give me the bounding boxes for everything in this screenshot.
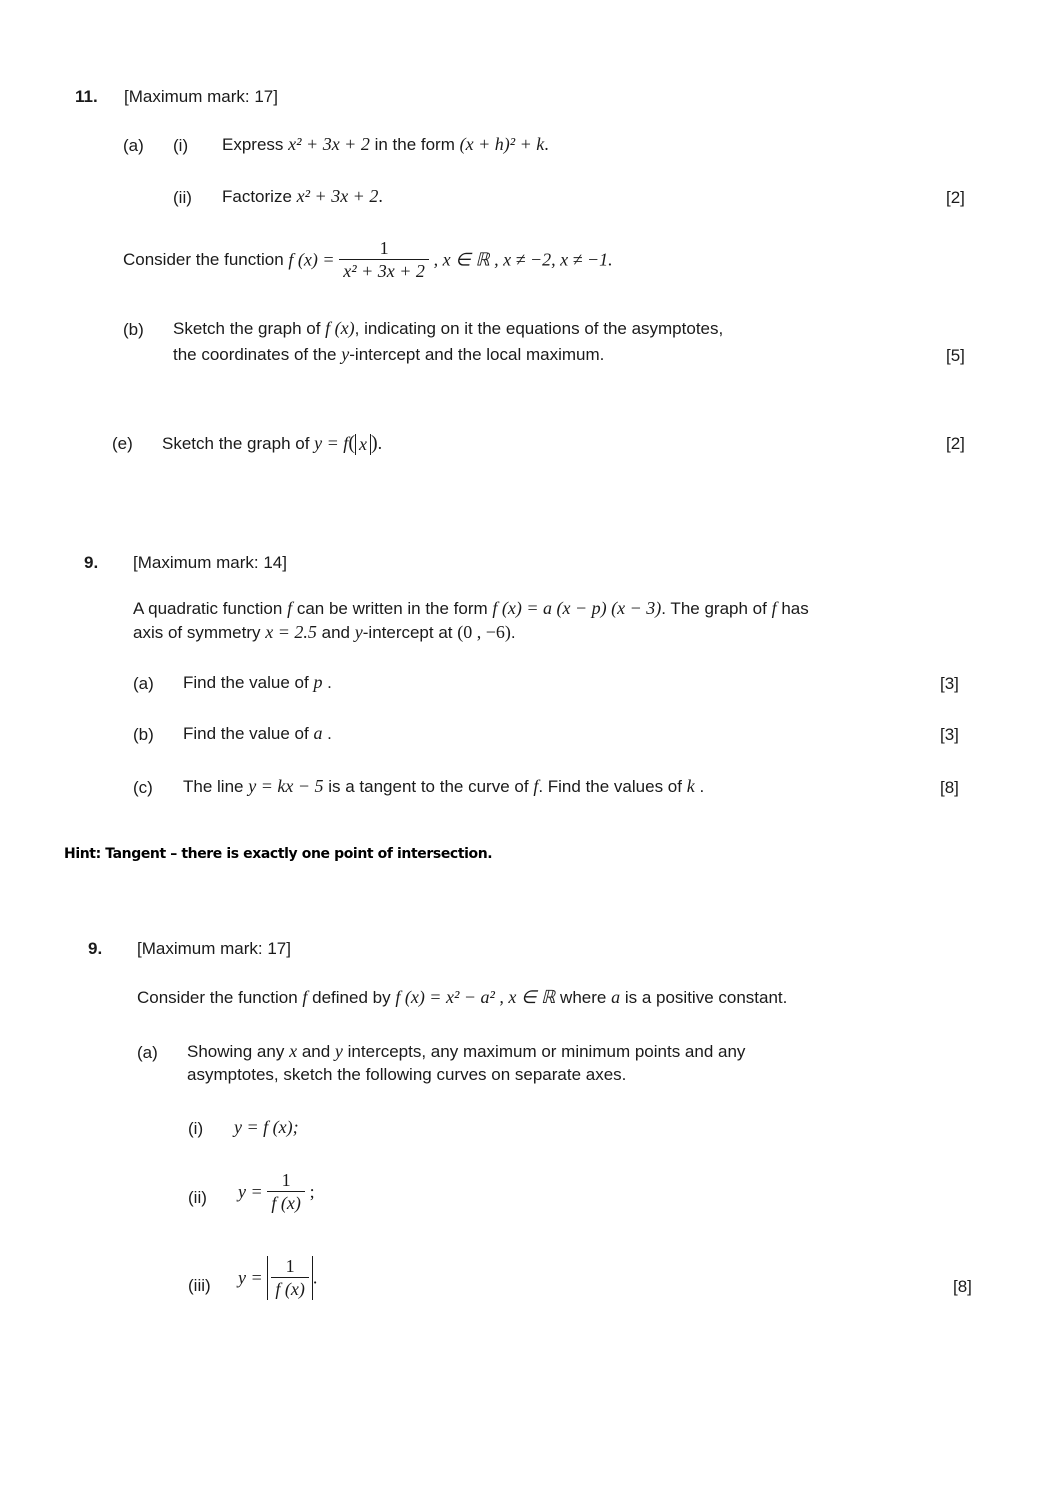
q9b-a-iii-label: (iii) — [188, 1276, 211, 1295]
q9a-intro-line1 — [133, 598, 809, 619]
q9a-intro2-end: . — [510, 623, 516, 642]
q11-e-abs-x: x — [355, 434, 371, 455]
q9a-a-text — [183, 672, 332, 693]
q11-a-ii-end: . — [378, 186, 383, 206]
q9a-intro-line2 — [133, 622, 516, 643]
q9b-max-mark: [Maximum mark: 17] — [137, 939, 291, 958]
q9b-a-label: (a) — [137, 1043, 158, 1062]
q9b-a-iii-lhs: y = — [238, 1267, 263, 1288]
q11-consider-denominator: x² + 3x + 2 — [339, 259, 429, 282]
q11-e-end: . — [377, 433, 383, 453]
q11-b-line2-b: -intercept and the local maximum. — [349, 345, 605, 364]
q9a-intro1-a: A quadratic function — [133, 599, 283, 618]
q9a-c-mark: [8] — [940, 778, 959, 797]
q11-b-line2-y: y — [341, 344, 350, 364]
q9a-intro2-a: axis of symmetry — [133, 623, 261, 642]
q11-a-ii-text — [222, 186, 383, 207]
q9b-a-iii-num: 1 — [285, 1256, 295, 1276]
q9a-c-k: k — [686, 776, 695, 796]
q9b-a-ii-num: 1 — [281, 1170, 291, 1190]
q9a-max-mark: [Maximum mark: 14] — [133, 553, 287, 572]
q11-a-ii-expr: x² + 3x + 2 — [296, 186, 379, 206]
hint-text: Hint: Tangent – there is exactly one point of intersection. — [64, 846, 493, 862]
q9b-intro-c: where — [560, 988, 607, 1007]
q9b-a-ii-end: ; — [309, 1181, 315, 1202]
q9b-intro-a: Consider the function — [137, 988, 298, 1007]
q11-e-text: Sketch the graph of y = f( x ). — [162, 432, 383, 455]
q9a-intro1-f2: f — [771, 598, 777, 618]
q9a-c-text — [183, 776, 704, 797]
q9a-a-var: p — [313, 672, 323, 692]
q11-e-mark: [2] — [946, 434, 965, 453]
q9b-a-iii-abs — [267, 1256, 312, 1300]
q9b-a-iii-den: f (x) — [271, 1277, 308, 1300]
q9a-c-end: . — [699, 777, 705, 796]
q11-a-i-label: (i) — [173, 136, 189, 155]
q11-b-label: (b) — [123, 320, 144, 339]
q9b-intro-expr: f (x) = x² − a² , x ∈ ℝ — [395, 987, 556, 1007]
q9a-b-label: (b) — [133, 725, 154, 744]
q11-consider-lhs: f (x) = — [288, 249, 335, 270]
q9b-a-ii-expr — [238, 1170, 315, 1214]
q9a-b-mark: [3] — [940, 725, 959, 744]
q9a-c-text-a: The line — [183, 777, 244, 796]
q9a-b-text — [183, 723, 332, 744]
q9b-a-line1-a: Showing any — [187, 1042, 285, 1061]
q11-a-ii-label: (ii) — [173, 188, 192, 207]
q11-b-line1-f: f (x) — [325, 318, 355, 338]
q9a-c-f: f — [533, 776, 539, 796]
q11-b-line1 — [173, 318, 723, 339]
q9b-a-iii-fraction — [271, 1256, 308, 1300]
q9b-intro-b: defined by — [312, 988, 391, 1007]
q11-a-i-text — [222, 134, 549, 155]
q9b-intro-a-var: a — [611, 987, 621, 1007]
q9b-a-i-expr: y = f (x); — [234, 1117, 299, 1137]
q11-a-ii-text-label: Factorize — [222, 187, 292, 206]
q9b-a-iii-end: . — [312, 1267, 318, 1288]
q9a-number: 9. — [84, 553, 99, 572]
q9b-a-line1-b: and — [301, 1042, 331, 1061]
q9a-a-text-label: Find the value of — [183, 673, 309, 692]
q9b-intro-f: f — [302, 987, 308, 1007]
q9a-c-expr: y = kx − 5 — [248, 776, 324, 796]
q11-e-text-label: Sketch the graph of — [162, 434, 310, 453]
q11-a-i-expr: x² + 3x + 2 — [288, 134, 370, 154]
q11-consider-text: Consider the function — [123, 250, 284, 269]
q9a-intro2-b: and — [321, 623, 351, 642]
q9a-intro1-f: f — [287, 598, 293, 618]
q9a-a-end: . — [327, 673, 332, 692]
q9a-c-text-c: . Find the values of — [538, 777, 682, 796]
q9b-a-mark: [8] — [953, 1277, 972, 1296]
q9a-intro1-d: has — [781, 599, 809, 618]
q9a-b-text-label: Find the value of — [183, 724, 309, 743]
q9b-a-line1-y: y — [334, 1041, 343, 1061]
q9a-b-var: a — [313, 723, 323, 743]
q9b-a-line1-x: x — [289, 1041, 298, 1061]
q9b-a-ii-lhs: y = — [238, 1181, 263, 1202]
q9a-a-label: (a) — [133, 674, 154, 693]
q9a-intro2-y: y — [354, 622, 363, 642]
q9a-intro2-c: -intercept at — [362, 623, 453, 642]
q11-b-line1-b: , indicating on it the equations of the asymptotes, — [354, 319, 724, 338]
q9b-a-iii-expr — [238, 1256, 317, 1300]
q9b-intro — [137, 987, 787, 1008]
q11-a-i-text-2: in the form — [374, 135, 455, 154]
q11-b-line2-a: the coordinates of the — [173, 345, 337, 364]
q9b-a-line1 — [187, 1041, 745, 1062]
q11-max-mark: [Maximum mark: 17] — [124, 87, 278, 106]
q9b-intro-d: is a positive constant. — [624, 988, 788, 1007]
q11-a-i-text-1: Express — [222, 135, 284, 154]
q9a-intro1-c: . The graph of — [661, 599, 767, 618]
q9b-a-line1-c: intercepts, any maximum or minimum points and any — [347, 1042, 746, 1061]
q11-e-expr: y = f — [314, 433, 349, 453]
q9b-a-ii-label: (ii) — [188, 1188, 207, 1207]
q11-consider — [123, 238, 613, 282]
q11-consider-fraction — [339, 238, 429, 282]
q9a-intro2-expr: x = 2.5 — [265, 622, 317, 642]
q11-a-i-form: (x + h)² + k — [459, 134, 545, 154]
q9a-intro2-point: (0 , −6) — [457, 622, 511, 642]
q9a-intro1-b: can be written in the form — [296, 599, 488, 618]
q11-a-label: (a) — [123, 136, 144, 155]
q9b-number: 9. — [88, 939, 103, 958]
q9a-c-text-b: is a tangent to the curve of — [328, 777, 529, 796]
q9a-intro1-expr: f (x) = a (x − p) (x − 3) — [492, 598, 662, 618]
q9b-a-i-label: (i) — [188, 1119, 204, 1138]
q11-consider-domain: , x ∈ ℝ , x ≠ −2, x ≠ −1. — [433, 249, 613, 270]
q9b-a-ii-fraction — [267, 1170, 304, 1214]
q9a-c-label: (c) — [133, 778, 153, 797]
q11-e-label: (e) — [112, 434, 133, 453]
q11-b-line1-a: Sketch the graph of — [173, 319, 321, 338]
q11-b-line2 — [173, 344, 604, 365]
q11-b-mark: [5] — [946, 346, 965, 365]
q9a-b-end: . — [327, 724, 332, 743]
q11-a-i-end: . — [544, 134, 549, 154]
q9b-a-ii-den: f (x) — [267, 1191, 304, 1214]
q11-consider-numerator: 1 — [379, 238, 389, 258]
q9a-a-mark: [3] — [940, 674, 959, 693]
q11-a-mark: [2] — [946, 188, 965, 207]
q11-number: 11. — [75, 87, 98, 106]
q9b-a-line2: asymptotes, sketch the following curves on separate axes. — [187, 1065, 627, 1084]
